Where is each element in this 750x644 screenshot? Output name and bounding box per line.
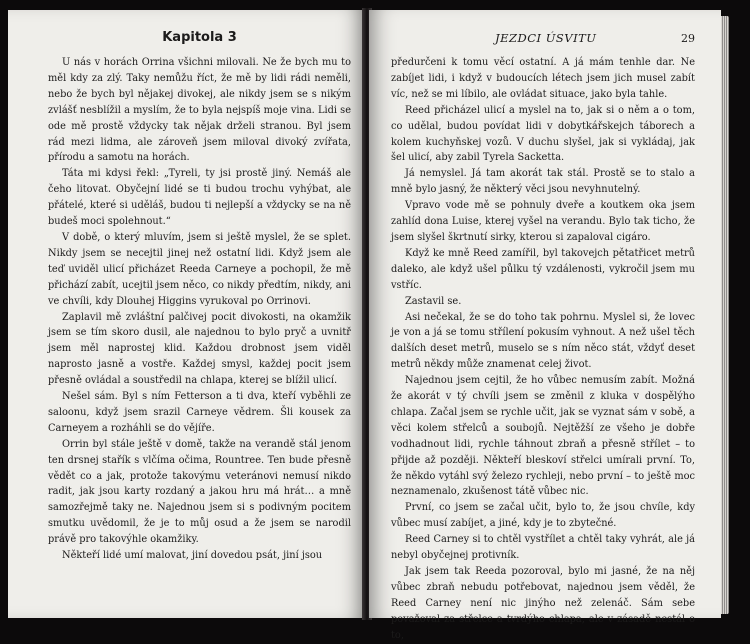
paragraph: Zastavil se.	[405, 295, 462, 307]
page-edges	[721, 16, 729, 614]
left-page-text	[48, 55, 351, 564]
paragraph: Nešel sám. Byl s ním Fetterson a ti dva, kteří vyběhli ze saloonu, když jsem srazil Carneye vědrem. Šli kousek za Carneyem a rozháhli se do vějíře.	[48, 391, 351, 434]
paragraph: Jak jsem tak Reeda pozoroval, bylo mi jasné, že na něj vůbec zbraň nebudu potřebovat, najednou jsem věděl, že Reed Carney není nic jinýho než zelenáč. Sám sebe považoval za střelce a tvrdýho chlapa, ale v zásadě nestál o to,	[391, 566, 695, 641]
paragraph: Když ke mně Reed zamířil, byl takovejch pětatřicet metrů daleko, ale když ušel půlku tý vzdálenosti, vykročil jsem mu vstříc.	[391, 247, 695, 291]
paragraph: Vpravo vode mě se pohnuly dveře a koutkem oka jsem zahlíd dona Luise, kterej vyšel na verandu. Bylo tak ticho, že jsem slyšel škrtnutí sirky, kterou si zapaloval cigáro.	[391, 200, 695, 243]
paragraph: Zaplavil mě zvláštní palčivej pocit divokosti, na okamžik jsem se tím skoro dusil, ale najednou to bylo pryč a uvnitř jsem měl naprostej klid. Každou drobnost jsem viděl naprosto jasně a vostře. Každej smysl, každej pocit jsem přesně ovládal a soustředil na chlapa, kterej se blížil ulicí.	[48, 311, 351, 387]
paragraph: Reed přicházel ulicí a myslel na to, jak si o něm a o tom, co udělal, budou povídat lidi v dobytkářskejch táborech a kolem kuchyňskej vozů. V duchu slyšel, jak si vykládaj, jak šel ulicí, aby zabil Tyrela Sacketta.	[391, 104, 695, 164]
running-header	[391, 30, 695, 46]
paragraph: U nás v horách Orrina všichni milovali. Ne že bych mu to měl kdy za zlý. Taky nemůžu říct, že mě by lidi rádi neměli, nebo že bych byl nějakej divokej, ale nikdy jsem se s nikým zvlášť nesblížil a myslím, že to byla nejspíš moje vina. Lidi se ode mě prostě vždycky tak nějak drželi stranou. Byl jsem rád mezi lidma, ale zároveň jsem miloval divoký zvířata, přírodu a samotu na horách.	[48, 57, 351, 164]
right-page	[369, 10, 721, 641]
left-page	[8, 10, 365, 618]
page-number: 29	[681, 32, 695, 45]
paragraph: Reed Carney si to chtěl vystřílet a chtěl taky vyhrát, ale já nebyl obyčejnej protivník.	[391, 534, 695, 562]
chapter-header: Kapitola 3	[162, 30, 237, 45]
running-title: JEZDCI ÚSVITU	[495, 31, 597, 45]
paragraph: Orrin byl stále ještě v domě, takže na verandě stál jenom ten drsnej stařík s vlčíma očima, Rountree. Ten bude přesně vědět co a jak, protože takovýmu veteránovi nemusí nikdo radit, jak jsou karty rozdaný a jakou hru má hrát… a mně samozřejmě taky ne. Najednou jsem si s podivným pocitem smutku uvědomil, že je to můj osud a že jsem se narodil právě pro takovýhle okamžiky.	[48, 438, 351, 546]
paragraph: Někteří lidé umí malovat, jiní dovedou psát, jiní jsou	[62, 550, 323, 562]
paragraph: První, co jsem se začal učit, bylo to, že jsou chvíle, kdy vůbec musí zabíjet, a jiné, kdy je to zbytečné.	[391, 502, 695, 530]
paragraph: Táta mi kdysi řekl: „Tyreli, ty jsi prostě jiný. Nemáš ale čeho litovat. Obyčejní lidé se ti budou trochu vyhýbat, ale přátelé, které si uděláš, budou ti nejlepší a vždycky se na ně budeš moci spolehnout.“	[48, 168, 351, 228]
paragraph: Já nemyslel. Já tam akorát tak stál. Prostě se to stalo a mně bylo jasný, že některý věci jsou nevyhnutelný.	[391, 168, 695, 196]
paragraph: Najednou jsem cejtil, že ho vůbec nemusím zabít. Možná že akorát v tý chvíli jsem se změnil z kluka v dospělýho chlapa. Začal jsem se rychle učit, jak se vyznat sám v sobě, a věci kolem střelců a soubojů. Nejtěžší ze všeho je dobře vodhadnout lidi, rychle táhnout zbraň a přesně střílet – to přijde až později. Někteří bleskoví střelci umírali první. To, že někdo vytáhl svý železo rychleji, nebo první – to ještě moc neznamenalo, zkušenost tátě vůbec nic.	[391, 375, 695, 498]
paragraph: Asi nečekal, že se do toho tak pohrnu. Myslel si, že lovec je von a já se tomu střílení pokusím vyhnout. A než ušel těch dalších deset metrů, muselo se s ním něco stát, vždyť deset metrů někdy může znamenat celej život.	[391, 311, 695, 371]
right-page-text	[391, 55, 695, 644]
paragraph: předurčeni k tomu věcí ostatní. A já mám tenhle dar. Ne zabíjet lidi, i když v budoucích létech jsem jich musel zabít víc, než se mi líbilo, ale ovládat situace, jako byla tahle.	[391, 57, 695, 100]
paragraph: V době, o který mluvím, jsem si ještě myslel, že se splet. Nikdy jsem se necejtil jinej než ostatní lidi. Když jsem ale teď uviděl ulicí přicházet Reeda Carneye a pochopil, že mě přichází zabít, ucejtil jsem něco, co nikdy předtím, nikdy, ani ve chvíli, kdy Dlouhej Higgins vyrukoval po Orrinovi.	[48, 231, 351, 307]
